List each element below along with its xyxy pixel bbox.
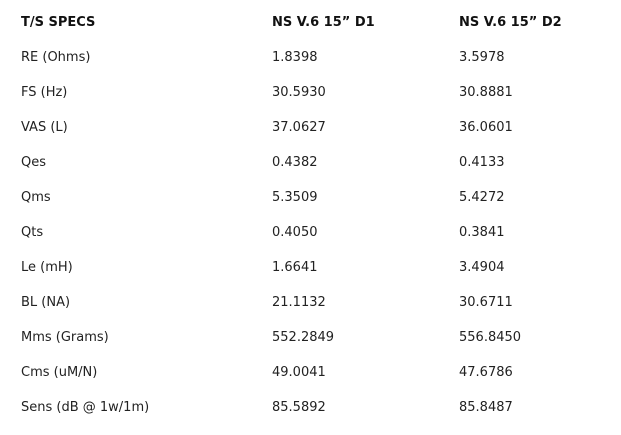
spec-value-d1: 1.6641: [272, 260, 318, 275]
spec-name: BL (NA): [21, 295, 71, 310]
table-row: [0, 365, 621, 400]
spec-value-d1: 30.5930: [272, 85, 326, 100]
spec-value-d2: 5.4272: [459, 190, 505, 205]
table-row: [0, 330, 621, 365]
spec-name: Qms: [21, 190, 51, 205]
spec-value-d1: 0.4050: [272, 225, 318, 240]
table-row: [0, 260, 621, 295]
table-row: [0, 225, 621, 260]
spec-value-d2: 0.4133: [459, 155, 505, 170]
spec-value-d2: 556.8450: [459, 330, 522, 345]
table-row: [0, 50, 621, 85]
spec-value-d2: 36.0601: [459, 120, 513, 135]
table-row: [0, 295, 621, 330]
spec-value-d1: 37.0627: [272, 120, 326, 135]
spec-name: VAS (L): [21, 120, 68, 135]
spec-name: Le (mH): [21, 260, 73, 275]
spec-value-d1: 49.0041: [272, 365, 326, 380]
spec-name: Mms (Grams): [21, 330, 109, 345]
spec-value-d2: 3.4904: [459, 260, 505, 275]
table-header-row: [0, 15, 621, 50]
spec-name: Cms (uM/N): [21, 365, 98, 380]
spec-value-d2: 85.8487: [459, 400, 513, 415]
spec-value-d1: 552.2849: [272, 330, 335, 345]
spec-name: FS (Hz): [21, 85, 68, 100]
spec-value-d1: 1.8398: [272, 50, 318, 65]
table-row: [0, 85, 621, 120]
table-row: [0, 190, 621, 225]
spec-name: Sens (dB @ 1w/1m): [21, 400, 150, 415]
spec-name: Qes: [21, 155, 47, 170]
header-model-d1: NS V.6 15” D1: [272, 15, 375, 30]
spec-name: RE (Ohms): [21, 50, 91, 65]
spec-value-d2: 3.5978: [459, 50, 505, 65]
spec-value-d1: 85.5892: [272, 400, 326, 415]
spec-value-d2: 47.6786: [459, 365, 513, 380]
table-row: [0, 120, 621, 155]
spec-value-d2: 30.8881: [459, 85, 513, 100]
spec-value-d1: 5.3509: [272, 190, 318, 205]
spec-value-d1: 0.4382: [272, 155, 318, 170]
spec-name: Qts: [21, 225, 44, 240]
table-row: [0, 400, 621, 435]
spec-value-d2: 30.6711: [459, 295, 513, 310]
table-row: [0, 155, 621, 190]
header-model-d2: NS V.6 15” D2: [459, 15, 562, 30]
spec-value-d1: 21.1132: [272, 295, 326, 310]
spec-value-d2: 0.3841: [459, 225, 505, 240]
header-specs-label: T/S SPECS: [21, 15, 96, 30]
